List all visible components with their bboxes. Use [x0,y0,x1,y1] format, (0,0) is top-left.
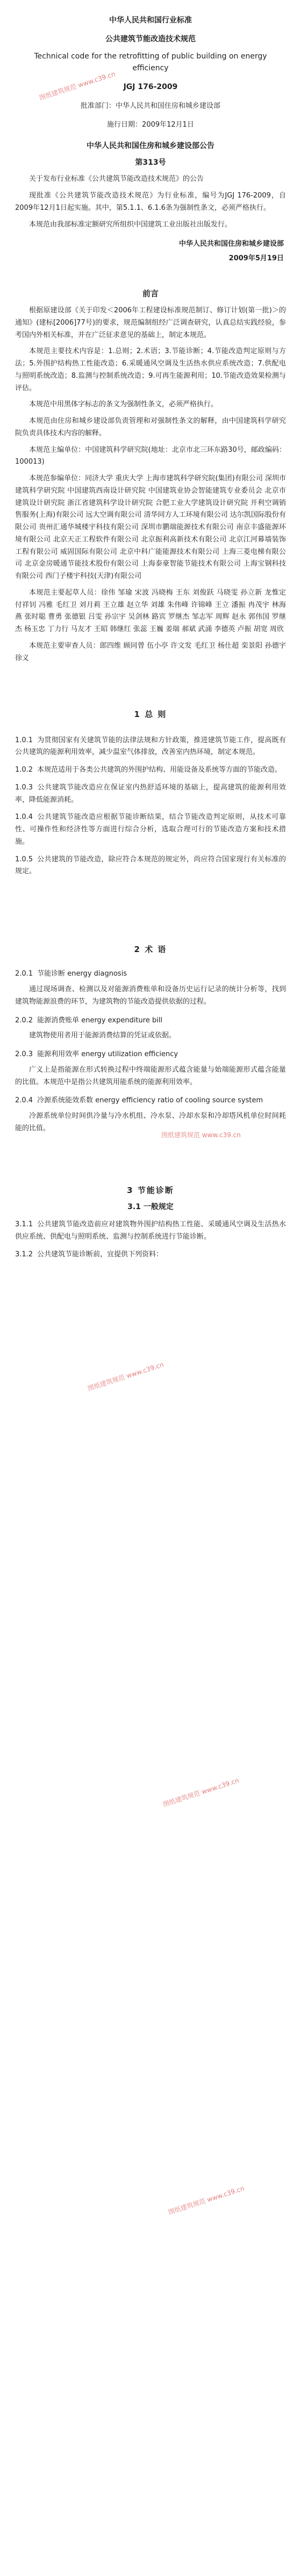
watermark-text: 图纸建筑规范 www.c39.cn [162,1776,240,1809]
foreword-paragraph: 根据原建设部《关于印发＜2006年工程建设标准规范制订、修订计划(第一批)＞的通知》(建标[2006]77号)的要求，规范编制组经广泛调查研究，认真总结实践经验，参考国内外相关标准，并在广泛征求意见的基础上，制定本规范。 [15,306,286,339]
clause-3-1-1 [15,1219,286,1243]
term-number: 2.0.4 [15,1096,33,1105]
announcement-paragraph: 本规范由我部标准定额研究所组织中国建筑工业出版社出版发行。 [29,220,232,229]
term-label: 节能诊断 energy diagnosis [37,970,127,978]
clause-1-0-2 [15,764,286,777]
effective-date: 施行日期：2009年12月1日 [107,120,194,129]
announcement-number: 第313号 [135,158,166,167]
term-2-0-1 [15,968,286,980]
clause-number: 3.1.1 [15,1220,33,1229]
term-label: 冷源系统能效系数 energy efficiency ratio of cooling source system [37,1096,263,1105]
standard-code: JGJ 176-2009 [123,83,178,92]
clause-text: 公共建筑节能诊断前，宜提供下列资料： [37,1250,163,1258]
clause-text: 公共建筑节能改造应在保证室内热舒适环境的基础上，提高建筑的能源利用效率，降低能源消耗。 [15,783,286,804]
term-description: 通过现场调查、检测以及对能源消费账单和设备历史运行记录的统计分析等，找到建筑物能源浪费的环节，为建筑物的节能改造提供依据的过程。 [15,985,286,1006]
clause-number: 1.0.4 [15,813,33,822]
section-3-1-title: 3.1 一般规定 [127,1202,174,1211]
clause-text: 公共建筑节能改造应根据节能诊断结果，结合节能改造判定原则，从技术可靠性、可操作性和经济性等方面进行综合分析，选取合理可行的节能改造方案和技术措施。 [15,813,286,846]
announcement-date: 2009年5月19日 [228,254,284,263]
term-description: 广义上是指能源在形式转换过程中终端能源形式蕴含能量与始端能源形式蕴含能量的比值。本规范中是指公共建筑用能系统的能源利用效率。 [15,1065,286,1086]
term-number: 2.0.2 [15,1016,33,1024]
term-label: 能源消费账单 energy expenditure bill [37,1016,163,1024]
standard-english-name: Technical code for the retrofitting of public building on energy efficiency [34,52,267,72]
clause-text: 公共建筑节能改造前应对建筑物外围护结构热工性能、采暖通风空调及生活热水供应系统、供配电与照明系统、监测与控制系统进行节能诊断。 [15,1220,286,1241]
term-description: 冷源系统单位时间供冷量与冷水机组、冷水泵、冷却水泵和冷却塔风机单位时间耗能的比值。 [15,1112,286,1132]
watermark-text: 图纸建筑规范 www.c39.cn [38,70,117,102]
clause-text: 本规范适用于各类公共建筑的外围护结构、用能设备及系统等方面的节能改造。 [37,766,282,774]
clause-number: 1.0.5 [15,855,33,863]
chapter-3-title: 3 节能诊断 [127,1185,174,1195]
standard-name: 公共建筑节能改造技术规范 [105,34,196,43]
foreword-paragraph: 本规范参编单位：同济大学 重庆大学 上海市建筑科学研究院(集团)有限公司 深圳市建筑科学研究院 中国建筑西南设计研究院 中国建筑业协会智能建筑专业委员会 北京市建筑设计研究院 浙江省建筑科学设计研究院 合肥工业大学建筑设计研究院 开利空调销售服务(上海)有限公司 远大空调有限公司 清华同方人工环境有限公司 达尔凯国际股份有限公司 贵州汇通华城楼宇科技有限公司 深圳市鹏瑞能源技术有限公司 南京丰盛能源环境有限公司 北京天正工程软件有限公司 北京振利高新技术有限公司 北京江河幕墙装饰工程有限公司 威固国际有限公司 北京中科广能能源技术有限公司 上海三菱电梯有限公司 北京金房暖通节能技术股份有限公司 上海泰豪智能节能技术有限公司 上海宝钢科技有限公司 西门子楼宇科技(天津)有限公司 [15,474,286,581]
clause-1-0-3 [15,782,286,807]
foreword-paragraph: 本规范主编单位：中国建筑科学研究院(地址：北京市北三环东路30号，邮政编码：100013) [15,445,286,466]
announcement-signature: 中华人民共和国住房和城乡建设部 [178,240,284,248]
clause-1-0-4 [15,811,286,848]
foreword-paragraph: 本规范由住房和城乡建设部负责管理和对强制性条文的解释，由中国建筑科学研究院负责具体技术内容的解释。 [15,417,286,437]
term-description: 建筑物使用者用于能源消费结算的凭证或依据。 [29,1031,176,1040]
term-2-0-2 [15,1015,286,1027]
clause-number: 1.0.2 [15,766,33,774]
standard-type: 中华人民共和国行业标准 [109,16,192,25]
clause-1-0-5 [15,854,286,879]
clause-1-0-1 [15,735,286,759]
term-2-0-4 [15,1095,286,1107]
term-2-0-3 [15,1049,286,1061]
foreword-paragraph: 本规范主要审查人员：郎四维 顾同曾 伍小亭 许文发 毛红卫 杨仕超 栾景阳 孙德宇 徐义 [15,641,286,662]
foreword-title: 前言 [142,288,159,298]
clause-text: 为贯彻国家有关建筑节能的法律法规和方针政策，推进建筑节能工作，提高既有公共建筑的能源利用效率，减少温室气体排放，改善室内热环境，制定本规范。 [15,736,286,757]
foreword-paragraph: 本规范主要技术内容是：1.总则；2.术语；3.节能诊断；4.节能改造判定原则与方法；5.外围护结构热工性能改造；6.采暖通风空调及生活热水供应系统改造；7.供配电与照明系统改造；8.监测与控制系统改造；9.可再生能源利用；10.节能改造效果检测与评估。 [15,347,286,392]
chapter-2-title: 2 术 语 [134,945,167,955]
clause-text: 公共建筑的节能改造，除应符合本规范的规定外，尚应符合国家现行有关标准的规定。 [15,855,286,876]
clause-number: 1.0.1 [15,736,33,744]
watermark-text: 图纸建筑规范 www.c39.cn [167,2184,246,2216]
term-label: 能源利用效率 energy utilization efficiency [37,1050,178,1059]
clause-3-1-2 [15,1249,286,1261]
announcement-paragraph: 现批准《公共建筑节能改造技术规范》为行业标准，编号为JGJ 176-2009，自2009年12月1日起实施。其中，第5.1.1、6.1.6条为强制性条文，必须严格执行。 [15,192,286,212]
approval-dept: 批准部门：中华人民共和国住房和城乡建设部 [80,101,220,110]
term-number: 2.0.1 [15,970,33,978]
chapter-1-title: 1 总 则 [134,709,167,720]
term-number: 2.0.3 [15,1050,33,1059]
clause-number: 1.0.3 [15,783,33,792]
watermark-text: 图纸建筑规范 www.c39.cn [87,1360,165,1393]
foreword-paragraph: 本规范主要起草人员：徐伟 邹瑜 宋波 冯晓梅 王东 刘俊跃 马晓雯 孙立新 龙惟定 付祥钊 冯雅 毛红卫 刘月莉 王立雄 赵立华 刘雄 朱伟峰 许锦峰 王立 潘振 冉茂宇 林海燕 张时聪 曹勇 张德银 吕雯 孙宗宇 吴剑林 路宾 罗继杰 邹志军 周辉 赵永 郭伟国 罗继杰 杨玉忠 丁力行 马友才 王昭 韩继红 张蕊 王巍 姜瑞 郝斌 武涌 李德英 卢振 胡宽 周欣 [15,588,286,634]
clause-number: 3.1.2 [15,1250,33,1258]
announcement-issuer: 中华人民共和国住房和城乡建设部公告 [87,142,214,151]
announcement-subject: 关于发布行业标准《公共建筑节能改造技术规范》的公告 [29,175,204,184]
watermark-text: 图纸建筑规范 www.c39.cn [161,1131,241,1139]
foreword-paragraph: 本规范中用黑体字标志的条文为强制性条文，必须严格执行。 [29,400,218,409]
